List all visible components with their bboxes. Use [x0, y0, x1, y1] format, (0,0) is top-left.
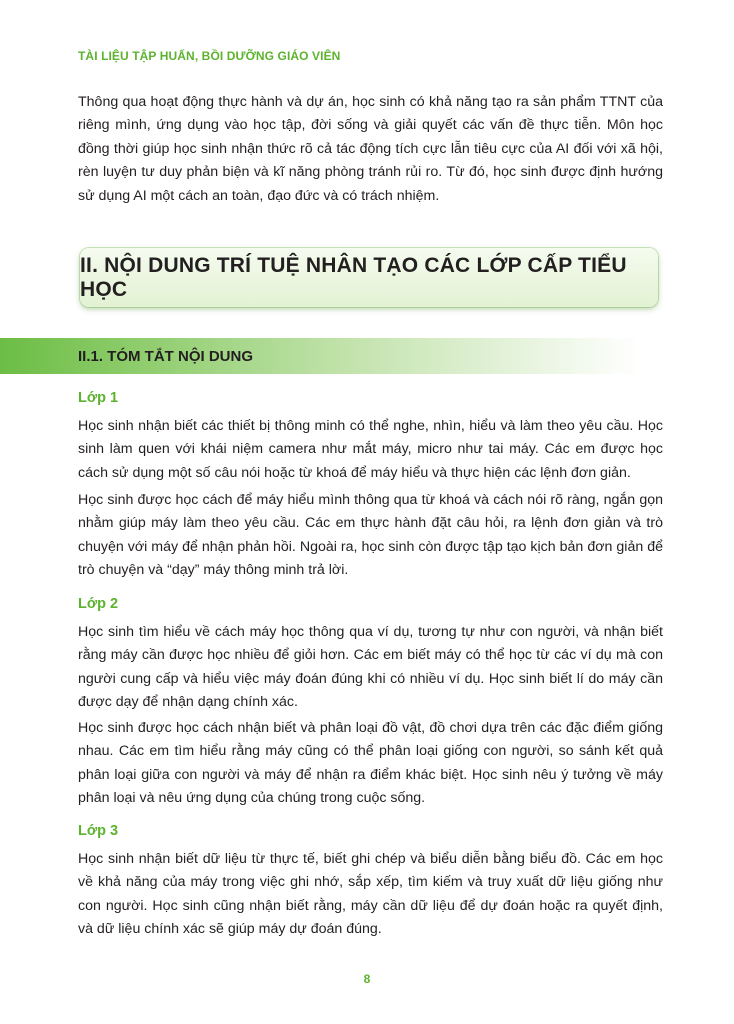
- intro-paragraph: Thông qua hoạt động thực hành và dự án, học sinh có khả năng tạo ra sản phẩm TTNT của riêng mình, ứng dụng vào học tập, đời sống và giải quyết các vấn đề thực tiễn. Môn học đồng thời giúp học sinh nhận thức rõ cả tác động tích cực lẫn tiêu cực của AI đối với xã hội, rèn luyện tư duy phản biện và kĩ năng phòng tránh rủi ro. Từ đó, học sinh được định hướng sử dụng AI một cách an toàn, đạo đức và có trách nhiệm.: [78, 94, 663, 204]
- grade-3-paragraph-1: Học sinh nhận biết dữ liệu từ thực tế, biết ghi chép và biểu diễn bằng biểu đồ. Các em học về khả năng của máy trong việc ghi nhớ, sắp xếp, tìm kiếm và truy xuất dữ liệu giống như con người. Học sinh cũng nhận biết rằng, máy cần dữ liệu để dự đoán hoặc ra quyết định, và dữ liệu chính xác sẽ giúp máy dự đoán đúng.: [78, 851, 663, 938]
- section-title: II. NỘI DUNG TRÍ TUỆ NHÂN TẠO CÁC LỚP CẤP TIỂU HỌC: [80, 253, 627, 301]
- section-title-box: [80, 248, 658, 307]
- grade-2-paragraph-1: Học sinh tìm hiểu về cách máy học thông qua ví dụ, tương tự như con người, và nhận biết rằng máy cần được học nhiều để giỏi hơn. Các em biết máy có thể học từ các ví dụ mà con người cung cấp và hiểu việc máy đoán đúng khi có nhiều ví dụ. Học sinh biết lí do máy cần được dạy để nhận dạng chính xác.: [78, 624, 663, 711]
- grade-1-paragraph-1: Học sinh nhận biết các thiết bị thông minh có thể nghe, nhìn, hiểu và làm theo yêu cầu. Học sinh làm quen với khái niệm camera như mắt máy, micro như tai máy. Các em được học cách sử dụng một số câu nói hoặc từ khoá để máy hiểu và thực hiện các lệnh đơn giản.: [78, 418, 663, 481]
- subsection-bar: [0, 338, 640, 374]
- grade-1-paragraph-2: Học sinh được học cách để máy hiểu mình thông qua từ khoá và cách nói rõ ràng, ngắn gọn nhằm giúp máy làm theo yêu cầu. Các em thực hành đặt câu hỏi, ra lệnh đơn giản và trò chuyện với máy để nhận phản hồi. Ngoài ra, học sinh còn được tập tạo kịch bản đơn giản để trò chuyện và “dạy” máy thông minh trả lời.: [78, 492, 663, 579]
- running-header: TÀI LIỆU TẬP HUẤN, BỒI DƯỠNG GIÁO VIÊN: [78, 49, 341, 63]
- page-number: 8: [363, 972, 371, 986]
- grade-1-heading: Lớp 1: [78, 390, 119, 406]
- subsection-title: II.1. TÓM TẮT NỘI DUNG: [78, 347, 253, 365]
- grade-2-paragraph-2: Học sinh được học cách nhận biết và phân loại đồ vật, đồ chơi dựa trên các đặc điểm giống nhau. Các em tìm hiểu rằng máy cũng có thể phân loại giống con người, so sánh kết quả phân loại giữa con người và máy để nhận ra điểm khác biệt. Học sinh nêu ý tưởng về máy phân loại và nêu ứng dụng của chúng trong cuộc sống.: [78, 720, 663, 807]
- grade-2-heading: Lớp 2: [78, 596, 119, 612]
- grade-3-heading: Lớp 3: [78, 823, 119, 839]
